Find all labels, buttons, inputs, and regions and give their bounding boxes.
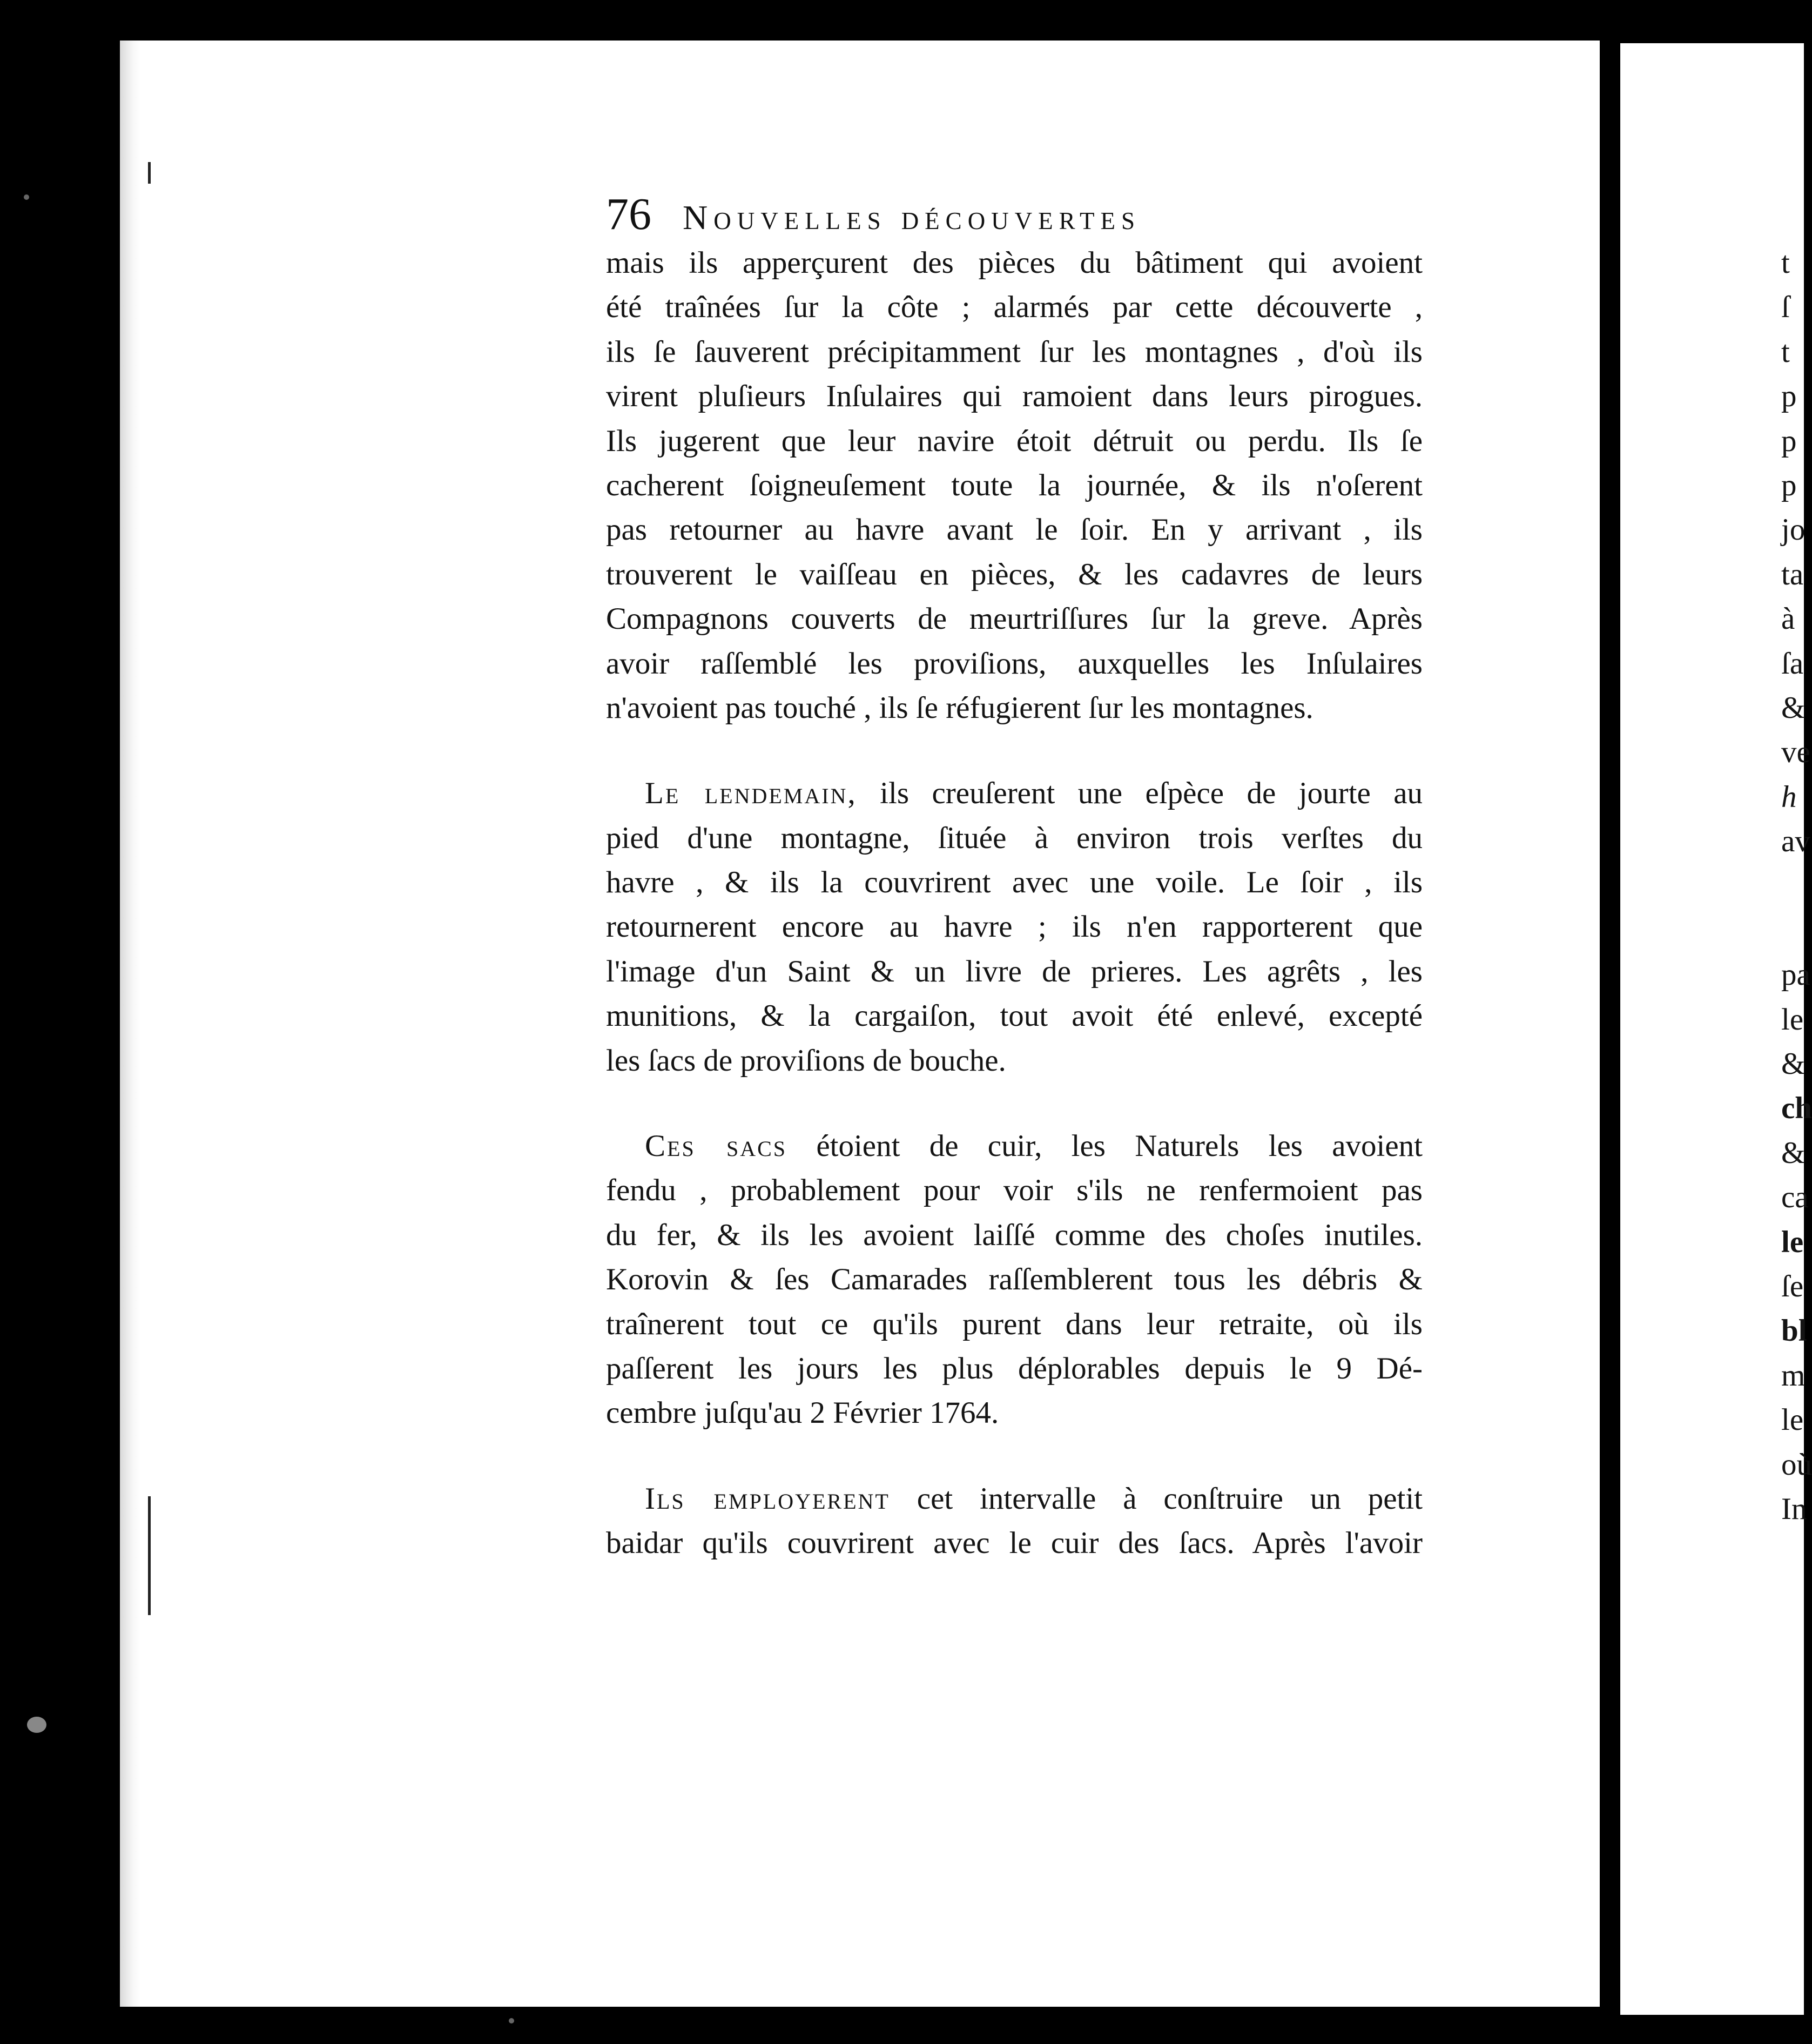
paragraph-gap: [606, 1083, 1423, 1124]
right-page-text: [1781, 241, 1812, 1531]
page-edge-mark: [148, 162, 151, 184]
text-line: Korovin & ſes Camarades raſſemblerent tous les débris &: [606, 1262, 1423, 1297]
paragraph-lead: Ces sacs: [645, 1129, 787, 1164]
right-fragment: ta: [1781, 557, 1804, 591]
text-line: pied d'une montagne, ſituée à environ trois verſtes du: [606, 821, 1423, 855]
running-head: [606, 188, 1427, 247]
text-line: virent pluſieurs Inſulaires qui ramoient dans leurs pirogues.: [606, 379, 1423, 414]
text-line: avoir raſſemblé les proviſions, auxquelles les Inſulaires: [606, 646, 1423, 681]
text-line: du fer, & ils les avoient laiſſé comme des choſes inutiles.: [606, 1218, 1423, 1252]
paragraph-lead-rest: cet intervalle à conſtruire un petit: [917, 1481, 1423, 1516]
page-edge-mark: [148, 1496, 151, 1615]
text-line: cacherent ſoigneuſement toute la journée, & ils n'oſerent: [606, 468, 1423, 502]
right-fragment: h: [1781, 779, 1797, 814]
text-line: fendu , probablement pour voir s'ils ne renfermoient pas: [606, 1173, 1423, 1208]
text-line: trouverent le vaiſſeau en pièces, & les cadavres de leurs: [606, 557, 1423, 591]
page-number: 76: [606, 189, 651, 239]
right-fragment: In: [1781, 1491, 1807, 1526]
right-page: [1620, 43, 1804, 2015]
text-line: cembre juſqu'au 2 Février 1764.: [606, 1396, 999, 1430]
right-fragment: le: [1781, 1403, 1804, 1437]
running-title: Nouvelles découvertes: [683, 198, 1141, 237]
text-line: [606, 771, 1423, 816]
right-fragment: le: [1781, 1225, 1804, 1259]
right-fragment: &: [1781, 1047, 1806, 1081]
text-line: traînerent tout ce qu'ils purent dans leur retraite, où ils: [606, 1307, 1423, 1341]
text-line: Ils jugerent que leur navire étoit détruit ou perdu. Ils ſe: [606, 423, 1423, 458]
text-line: Compagnons couverts de meurtriſſures ſur la greve. Après: [606, 602, 1423, 636]
right-fragment: p: [1781, 423, 1797, 458]
text-line: ils ſe ſauverent précipitamment ſur les montagnes , d'où ils: [606, 334, 1423, 369]
right-fragment: ſa: [1781, 646, 1804, 681]
body-text: [606, 241, 1423, 1566]
right-fragment: [1781, 864, 1812, 908]
right-fragment: t: [1781, 334, 1790, 369]
right-fragment: le: [1781, 1002, 1804, 1037]
text-line: [606, 1477, 1423, 1521]
paragraph-lead-rest: ils creuſerent une eſpèce de jourte au: [880, 776, 1423, 811]
scan-speck: [509, 2018, 514, 2023]
right-fragment: ſe: [1781, 1269, 1804, 1303]
right-fragment: p: [1781, 379, 1797, 414]
text-line: l'image d'un Saint & un livre de prieres. Les agrêts , les: [606, 954, 1423, 989]
book-gutter: [1600, 32, 1620, 2020]
right-fragment: p: [1781, 468, 1797, 502]
text-line: mais ils apperçurent des pièces du bâtiment qui avoient: [606, 246, 1423, 280]
text-line: retournerent encore au havre ; ils n'en rapporterent que: [606, 910, 1423, 944]
right-fragment: jo: [1781, 513, 1806, 547]
right-fragment: &: [1781, 690, 1806, 725]
paragraph-lead: Le lendemain,: [645, 776, 857, 811]
right-fragment: pa: [1781, 958, 1810, 992]
paragraph: [606, 241, 1423, 730]
text-line: [606, 1124, 1423, 1168]
scan-speck: [27, 1717, 46, 1733]
page-edge: [120, 41, 140, 2007]
right-fragment: m: [1781, 1358, 1806, 1393]
right-fragment: &: [1781, 1135, 1806, 1170]
text-line: munitions, & la cargaiſon, tout avoit été enlevé, excepté: [606, 999, 1423, 1033]
paragraph-gap: [606, 730, 1423, 771]
paragraph-gap: [606, 1436, 1423, 1477]
paragraph-lead: Ils employerent: [645, 1481, 890, 1516]
right-fragment: à: [1781, 602, 1795, 636]
right-fragment: [1781, 909, 1812, 953]
text-line: n'avoient pas touché , ils ſe réfugierent ſur les montagnes.: [606, 690, 1313, 725]
right-fragment: bl: [1781, 1314, 1807, 1348]
text-line: été traînées ſur la côte ; alarmés par cette découverte ,: [606, 290, 1423, 325]
text-line: baidar qu'ils couvrirent avec le cuir des ſacs. Après l'avoir: [606, 1526, 1423, 1561]
paragraph: [606, 1124, 1423, 1436]
paragraph-lead-rest: étoient de cuir, les Naturels les avoient: [816, 1129, 1423, 1164]
text-line: paſſerent les jours les plus déplorables depuis le 9 Dé-: [606, 1351, 1423, 1386]
paragraph: [606, 771, 1423, 1083]
paragraph: [606, 1477, 1423, 1566]
right-fragment: ch: [1781, 1091, 1812, 1126]
text-line: havre , & ils la couvrirent avec une voile. Le ſoir , ils: [606, 865, 1423, 900]
right-fragment: où: [1781, 1447, 1812, 1482]
text-line: les ſacs de proviſions de bouche.: [606, 1043, 1006, 1078]
scan-speck: [24, 194, 29, 200]
right-fragment: ca: [1781, 1180, 1809, 1215]
right-fragment: ve: [1781, 735, 1810, 770]
right-fragment: ſ: [1781, 290, 1790, 325]
text-line: pas retourner au havre avant le ſoir. En y arrivant , ils: [606, 513, 1423, 547]
right-fragment: t: [1781, 246, 1790, 280]
right-fragment: av: [1781, 824, 1810, 859]
